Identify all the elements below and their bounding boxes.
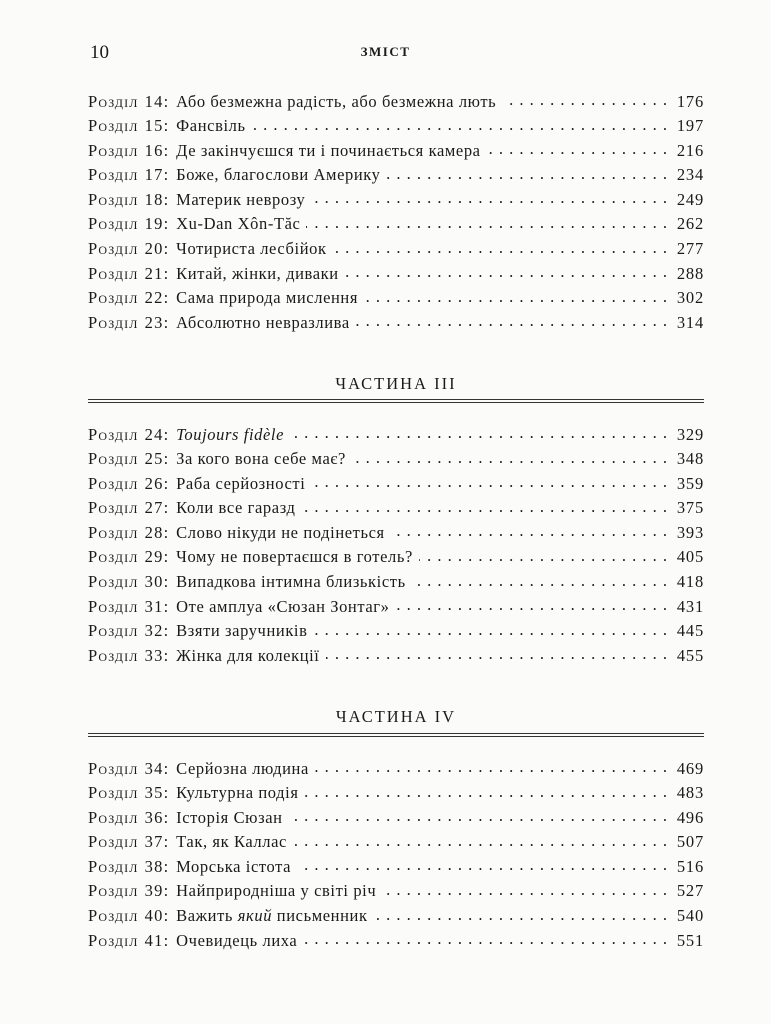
dot-leader [305,782,668,799]
page-reference[interactable]: 483 [676,783,704,803]
separator: : [163,312,169,332]
dot-leader [252,115,668,132]
chapter-label: Розділ [88,807,139,827]
chapter-list [88,90,704,336]
chapter-number: 14 [144,91,164,111]
page-reference[interactable]: 234 [676,165,704,185]
chapter-label: Розділ [88,288,139,308]
page-reference[interactable]: 277 [676,239,704,259]
chapter-title[interactable]: Абсолютно невразлива [176,312,350,332]
chapter-label: Розділ [88,783,139,803]
toc-entry[interactable] [88,521,704,546]
chapter-list [88,423,704,669]
separator: : [163,239,169,259]
toc-entry[interactable] [88,595,704,620]
separator: : [163,856,169,876]
toc-entry[interactable] [88,213,704,238]
chapter-label: Розділ [88,424,139,444]
chapter-title[interactable]: Чотириста лесбійок [176,239,327,259]
separator: : [163,473,169,493]
chapter-title[interactable]: Боже, благослови Америку [176,165,381,185]
toc-entry[interactable] [88,546,704,571]
chapter-number: 27 [144,498,164,518]
chapter-label: Розділ [88,596,139,616]
chapter-number: 41 [144,930,164,950]
page-reference[interactable]: 551 [676,930,704,950]
separator: : [163,116,169,136]
toc-entry[interactable] [88,262,704,287]
separator: : [163,758,169,778]
toc-entry[interactable] [88,644,704,669]
chapter-label: Розділ [88,930,139,950]
chapter-number: 28 [144,522,164,542]
chapter-label: Розділ [88,856,139,876]
chapter-number: 35 [144,783,164,803]
rule-line [88,733,704,734]
chapter-title[interactable]: Випадкова інтимна близькість [176,572,406,592]
toc-entry[interactable] [88,115,704,140]
dot-leader [314,620,668,637]
separator: : [163,547,169,567]
chapter-number: 32 [144,621,164,641]
chapter-number: 16 [144,140,164,160]
chapter-label: Розділ [88,239,139,259]
separator: : [163,424,169,444]
chapter-number: 34 [144,758,164,778]
chapter-label: Розділ [88,906,139,926]
toc-entry[interactable] [88,831,704,856]
toc-entry[interactable] [88,855,704,880]
dot-leader [326,644,669,661]
rule-line [88,736,704,737]
chapter-title[interactable]: Китай, жінки, диваки [176,263,339,283]
dot-leader [293,831,668,848]
chapter-title[interactable]: Або безмежна радість, або безмежна лють [176,91,497,111]
chapter-title[interactable]: Toujours fidèle [176,424,285,444]
separator: : [163,189,169,209]
separator: : [163,288,169,308]
chapter-title[interactable]: Так, як Каллас [176,832,287,852]
page-reference[interactable]: 262 [676,214,704,234]
toc-entry[interactable] [88,620,704,645]
toc-entry[interactable] [88,287,704,312]
chapter-number: 31 [144,596,164,616]
chapter-number: 22 [144,288,164,308]
separator: : [163,165,169,185]
double-rule [88,733,704,738]
page-reference[interactable]: 302 [676,288,704,308]
chapter-title[interactable]: Культурна подія [176,783,299,803]
dot-leader [412,571,668,588]
page-reference[interactable]: 359 [676,473,704,493]
chapter-number: 17 [144,165,164,185]
dot-leader [290,423,668,440]
toc-entry[interactable] [88,929,704,954]
chapter-label: Розділ [88,832,139,852]
chapter-title[interactable]: Материк неврозу [176,189,306,209]
page-reference[interactable]: 375 [676,498,704,518]
page-reference[interactable]: 249 [676,189,704,209]
chapter-number: 40 [144,906,164,926]
chapter-label: Розділ [88,498,139,518]
rule-line [88,402,704,403]
chapter-title[interactable]: Xu-Dan Xôn-Tăc [176,214,301,234]
separator: : [163,572,169,592]
chapter-list [88,757,704,954]
chapter-title[interactable]: Фансвіль [176,116,246,136]
toc-entry[interactable] [88,311,704,336]
chapter-title[interactable]: Слово нікуди не подінеться [176,522,385,542]
dot-leader [391,521,668,538]
chapter-title[interactable]: Де закінчуєшся ти і починається камера [176,140,481,160]
double-rule [88,399,704,404]
chapter-title[interactable]: Найприродніша у світі річ [176,881,377,901]
page-reference[interactable]: 516 [676,856,704,876]
separator: : [163,807,169,827]
chapter-label: Розділ [88,621,139,641]
chapter-title[interactable]: Взяти заручників [176,621,308,641]
dot-leader [374,905,668,922]
separator: : [163,930,169,950]
chapter-title[interactable]: Жінка для колекції [176,645,320,665]
dot-leader [333,238,668,255]
chapter-label: Розділ [88,165,139,185]
chapter-title[interactable]: Історія Сюзан [176,807,283,827]
chapter-title[interactable]: Серйозна людина [176,758,309,778]
dot-leader [419,546,668,563]
toc-entry[interactable] [88,423,704,448]
dot-leader [289,806,668,823]
part-heading [88,374,704,394]
page-reference[interactable]: 314 [676,312,704,332]
toc-entry[interactable] [88,238,704,263]
toc-entry[interactable] [88,806,704,831]
chapter-label: Розділ [88,522,139,542]
toc-entry[interactable] [88,757,704,782]
chapter-label: Розділ [88,572,139,592]
chapter-number: 19 [144,214,164,234]
dot-leader [315,757,668,774]
part-title: ЧАСТИНА III [335,374,457,393]
dot-leader [345,262,668,279]
chapter-title[interactable]: Сама природа мислення [176,288,359,308]
chapter-title[interactable]: Очевидець лиха [176,930,298,950]
chapter-number: 18 [144,189,164,209]
running-head [0,42,771,66]
dot-leader [311,472,668,489]
separator: : [163,263,169,283]
dot-leader [297,855,668,872]
chapter-label: Розділ [88,758,139,778]
chapter-label: Розділ [88,214,139,234]
chapter-number: 15 [144,116,164,136]
page-number: 10 [90,42,109,63]
chapter-number: 37 [144,832,164,852]
toc-entry[interactable] [88,139,704,164]
dot-leader [306,213,668,230]
chapter-number: 20 [144,239,164,259]
toc-entry[interactable] [88,497,704,522]
chapter-title[interactable]: Важить який письменник [176,906,368,926]
dot-leader [382,880,668,897]
chapter-label: Розділ [88,263,139,283]
page-reference[interactable]: 197 [676,116,704,136]
separator: : [163,214,169,234]
toc-entry[interactable] [88,472,704,497]
separator: : [163,645,169,665]
chapter-title[interactable]: Оте амплуа «Сюзан Зонтаг» [176,596,390,616]
separator: : [163,522,169,542]
dot-leader [387,164,668,181]
dot-leader [311,188,668,205]
chapter-label: Розділ [88,116,139,136]
chapter-label: Розділ [88,91,139,111]
dot-leader [502,90,668,107]
page-reference[interactable]: 540 [676,906,704,926]
page-reference[interactable]: 393 [676,522,704,542]
page-reference[interactable]: 348 [676,449,704,469]
running-title: ЗМІСТ [360,44,411,59]
chapter-number: 30 [144,572,164,592]
chapter-number: 25 [144,449,164,469]
dot-leader [487,139,668,156]
page-reference[interactable]: 469 [676,758,704,778]
chapter-number: 26 [144,473,164,493]
dot-leader [352,448,668,465]
chapter-number: 29 [144,547,164,567]
dot-leader [302,497,668,514]
page-reference[interactable]: 329 [676,424,704,444]
toc-entry[interactable] [88,905,704,930]
chapter-number: 24 [144,424,164,444]
chapter-number: 38 [144,856,164,876]
chapter-number: 23 [144,312,164,332]
chapter-label: Розділ [88,881,139,901]
chapter-title[interactable]: Раба серйозності [176,473,306,493]
separator: : [163,621,169,641]
part-title: ЧАСТИНА IV [335,707,457,726]
toc-entry[interactable] [88,571,704,596]
chapter-number: 21 [144,263,164,283]
separator: : [163,783,169,803]
chapter-title[interactable]: Коли все гаразд [176,498,296,518]
chapter-label: Розділ [88,547,139,567]
toc-entry[interactable] [88,188,704,213]
chapter-label: Розділ [88,140,139,160]
page-reference[interactable]: 418 [676,572,704,592]
page-reference[interactable]: 527 [676,881,704,901]
dot-leader [303,929,668,946]
dot-leader [364,287,668,304]
chapter-label: Розділ [88,312,139,332]
separator: : [163,140,169,160]
toc-entry[interactable] [88,880,704,905]
chapter-number: 39 [144,881,164,901]
page-reference[interactable]: 216 [676,140,704,160]
toc-entry[interactable] [88,90,704,115]
page-reference[interactable]: 431 [676,596,704,616]
chapter-number: 33 [144,645,164,665]
dot-leader [396,595,668,612]
separator: : [163,906,169,926]
page-reference[interactable]: 288 [676,263,704,283]
separator: : [163,881,169,901]
toc-entry[interactable] [88,782,704,807]
page-reference[interactable]: 405 [676,547,704,567]
separator: : [163,449,169,469]
toc-entry[interactable] [88,448,704,473]
chapter-title[interactable]: Морська істота [176,856,292,876]
chapter-title[interactable]: За кого вона себе має? [176,449,346,469]
rule-line [88,399,704,400]
dot-leader [356,311,668,328]
separator: : [163,832,169,852]
page-reference[interactable]: 507 [676,832,704,852]
page-reference[interactable]: 445 [676,621,704,641]
separator: : [163,91,169,111]
chapter-label: Розділ [88,449,139,469]
page-reference[interactable]: 176 [676,91,704,111]
page-reference[interactable]: 455 [676,645,704,665]
chapter-title[interactable]: Чому не повертаєшся в готель? [176,547,413,567]
separator: : [163,498,169,518]
separator: : [163,596,169,616]
part-heading [88,707,704,727]
chapter-label: Розділ [88,645,139,665]
chapter-label: Розділ [88,189,139,209]
page-reference[interactable]: 496 [676,807,704,827]
chapter-label: Розділ [88,473,139,493]
toc-entry[interactable] [88,164,704,189]
chapter-number: 36 [144,807,164,827]
